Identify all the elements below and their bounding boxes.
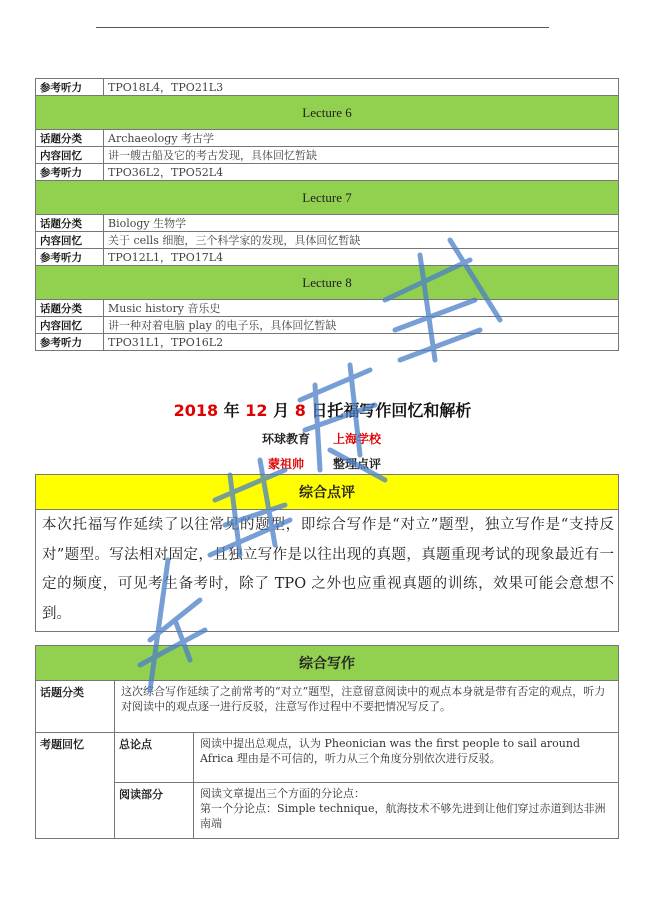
table-row	[36, 215, 619, 232]
table-row	[36, 733, 619, 783]
reading-label: 阅读部分	[115, 783, 194, 839]
org-school: 上海学校	[333, 432, 382, 446]
integrated-heading: 综合写作	[36, 646, 619, 681]
lecture-title: Lecture 8	[36, 266, 619, 300]
row-label: 内容回忆	[36, 147, 104, 164]
row-value: TPO36L2，TPO52L4	[104, 164, 619, 181]
row-label: 参考听力	[36, 249, 104, 266]
table-row	[36, 783, 619, 839]
reading-text-2: 第一个分论点：Simple technique，航海技术不够先进到让他们穿过赤道到达非洲南端	[200, 802, 606, 830]
title-text: 日托福写作回忆和解析	[305, 401, 472, 420]
row-value: 讲一种对着电脑 play 的电子乐，具体回忆暂缺	[104, 317, 619, 334]
author-name: 蒙祖帅	[268, 457, 305, 471]
lecture-title: Lecture 6	[36, 96, 619, 130]
table-row	[36, 130, 619, 147]
table-row	[36, 164, 619, 181]
reading-cell	[194, 783, 619, 839]
integrated-table	[35, 645, 619, 839]
row-value: TPO12L1，TPO17L4	[104, 249, 619, 266]
header-rule	[96, 27, 549, 28]
org-name: 环球教育	[262, 432, 311, 446]
row-value: TPO18L4，TPO21L3	[104, 79, 619, 96]
table-row	[36, 79, 619, 96]
row-value: 关于 cells 细胞，三个科学家的发现，具体回忆暂缺	[104, 232, 619, 249]
author-role: 整理点评	[333, 457, 382, 471]
row-value: Biology 生物学	[104, 215, 619, 232]
table-row	[36, 317, 619, 334]
table-row	[36, 681, 619, 733]
lecture-table	[35, 78, 619, 351]
lecture-header-row	[36, 96, 619, 130]
title-text: 月	[267, 401, 295, 420]
row-value: 讲一艘古船及它的考古发现，具体回忆暂缺	[104, 147, 619, 164]
row-value: Music history 音乐史	[104, 300, 619, 317]
row-label: 话题分类	[36, 215, 104, 232]
title-month: 12	[245, 401, 268, 420]
lecture-header-row	[36, 181, 619, 215]
table-row	[36, 249, 619, 266]
table-row	[36, 300, 619, 317]
row-label: 参考听力	[36, 334, 104, 351]
row-value: TPO31L1，TPO16L2	[104, 334, 619, 351]
main-point-text: 阅读中提出总观点，认为 Pheonician was the first people to sail around Africa 理由是不可信的，听力从三个角度分别依次进行反驳。	[194, 733, 619, 783]
row-label: 参考听力	[36, 164, 104, 181]
title-text: 年	[218, 401, 246, 420]
row-label: 话题分类	[36, 130, 104, 147]
table-row	[36, 334, 619, 351]
overview-text: 本次托福写作延续了以往常见的题型，即综合写作是“对立”题型，独立写作是“支持反对”题型。写法相对固定，且独立写作是以往出现的真题，真题重现考试的现象最近有一定的频度，可见考生备考时，除了 TPO 之外也应重视真题的训练，效果可能会意想不到。	[36, 510, 619, 632]
lecture-header-row	[36, 266, 619, 300]
topic-label: 话题分类	[36, 681, 115, 733]
reading-text-1: 阅读文章提出三个方面的分论点：	[200, 787, 365, 800]
recall-label: 考题回忆	[36, 733, 115, 839]
row-label: 内容回忆	[36, 232, 104, 249]
row-label: 内容回忆	[36, 317, 104, 334]
row-label: 参考听力	[36, 79, 104, 96]
lecture-title: Lecture 7	[36, 181, 619, 215]
row-value: Archaeology 考古学	[104, 130, 619, 147]
overview-table	[35, 474, 619, 632]
main-point-label: 总论点	[115, 733, 194, 783]
overview-heading: 综合点评	[36, 475, 619, 510]
table-row	[36, 147, 619, 164]
title-day: 8	[294, 401, 306, 420]
title-year: 2018	[173, 401, 219, 420]
document-title	[0, 398, 645, 421]
topic-text: 这次综合写作延续了之前常考的“对立”题型，注意留意阅读中的观点本身就是带有否定的观点，听力对阅读中的观点逐一进行反驳，注意写作过程中不要把情况写反了。	[115, 681, 619, 733]
table-row	[36, 232, 619, 249]
row-label: 话题分类	[36, 300, 104, 317]
